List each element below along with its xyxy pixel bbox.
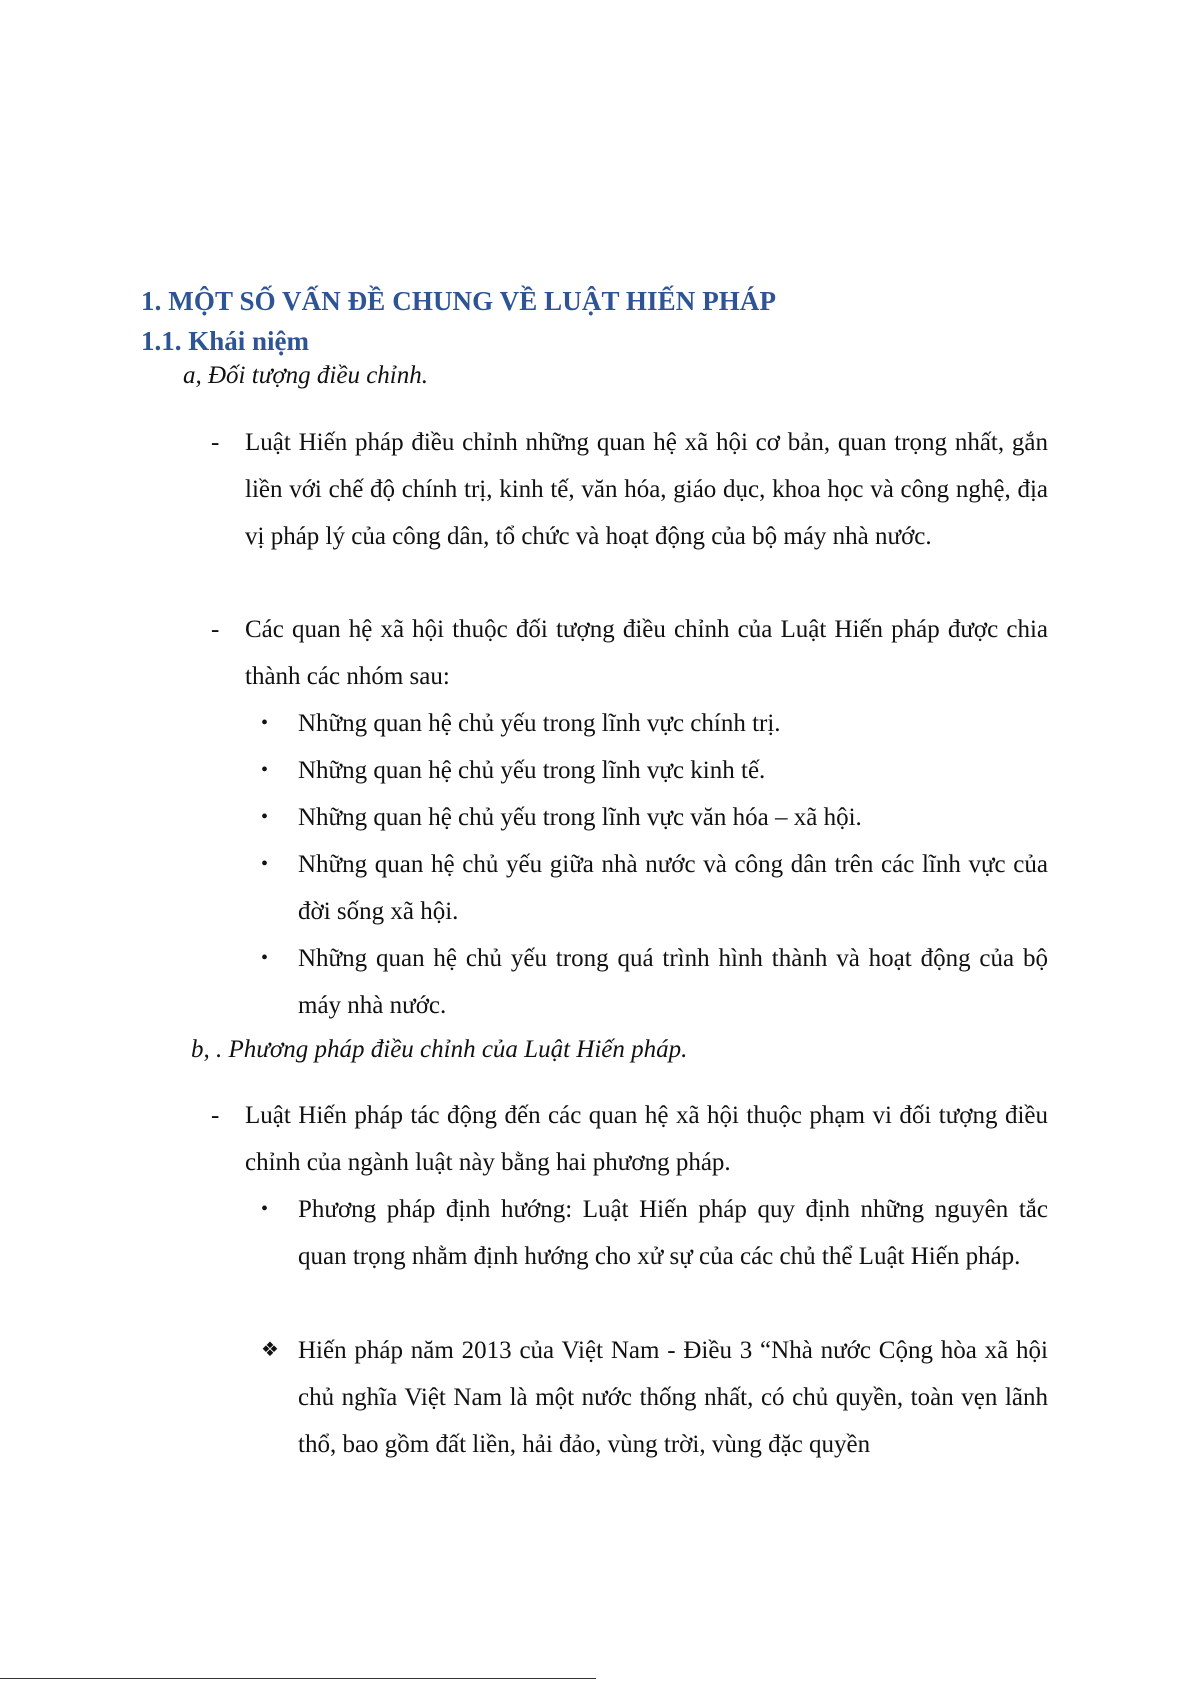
paragraph-dash: Các quan hệ xã hội thuộc đối tượng điều chỉnh của Luật Hiến pháp được chia thành các nhóm sau: [245,616,1048,690]
section-heading: 1.1. Khái niệm [141,326,310,356]
dash-marker: - [211,1102,220,1129]
list-item: Những quan hệ chủ yếu trong lĩnh vực chính trị. [298,710,781,737]
paragraph-dash: Luật Hiến pháp tác động đến các quan hệ xã hội thuộc phạm vi đối tượng điều chỉnh của ngành luật này bằng hai phương pháp. [245,1102,1048,1176]
bullet-marker: • [261,947,269,969]
dash-marker: - [211,616,220,643]
dash-marker: - [211,429,220,456]
chapter-heading: 1. MỘT SỐ VẤN ĐỀ CHUNG VỀ LUẬT HIẾN PHÁP [141,286,777,316]
bullet-marker: • [261,1198,269,1220]
bullet-marker: • [261,712,269,734]
footnote-separator [0,1678,596,1679]
paragraph-dash: Luật Hiến pháp điều chỉnh những quan hệ xã hội cơ bản, quan trọng nhất, gắn liền với chế độ chính trị, kinh tế, văn hóa, giáo dục, khoa học và công nghệ, địa vị pháp lý của công dân, tổ chức và hoạt động của bộ máy nhà nước. [245,429,1048,550]
list-item: Những quan hệ chủ yếu trong lĩnh vực kinh tế. [298,757,766,784]
quote-item: Hiến pháp năm 2013 của Việt Nam - Điều 3 “Nhà nước Cộng hòa xã hội chủ nghĩa Việt Nam là một nước thống nhất, có chủ quyền, toàn vẹn lãnh thổ, bao gồm đất liền, hải đảo, vùng trời, vùng đặc quyền [298,1337,1048,1458]
list-item: Phương pháp định hướng: Luật Hiến pháp quy định những nguyên tắc quan trọng nhằm định hướng cho xử sự của các chủ thể Luật Hiến pháp. [298,1196,1048,1270]
subsection-b-title: b, . Phương pháp điều chỉnh của Luật Hiến pháp. [191,1036,688,1063]
list-item: Những quan hệ chủ yếu giữa nhà nước và công dân trên các lĩnh vực của đời sống xã hội. [298,851,1048,925]
bullet-marker: • [261,806,269,828]
diamond-bullet-icon: ❖ [261,1339,279,1361]
subsection-a-title: a, Đối tượng điều chỉnh. [183,362,429,389]
bullet-marker: • [261,759,269,781]
bullet-marker: • [261,853,269,875]
list-item: Những quan hệ chủ yếu trong quá trình hình thành và hoạt động của bộ máy nhà nước. [298,945,1048,1019]
list-item: Những quan hệ chủ yếu trong lĩnh vực văn hóa – xã hội. [298,804,862,831]
